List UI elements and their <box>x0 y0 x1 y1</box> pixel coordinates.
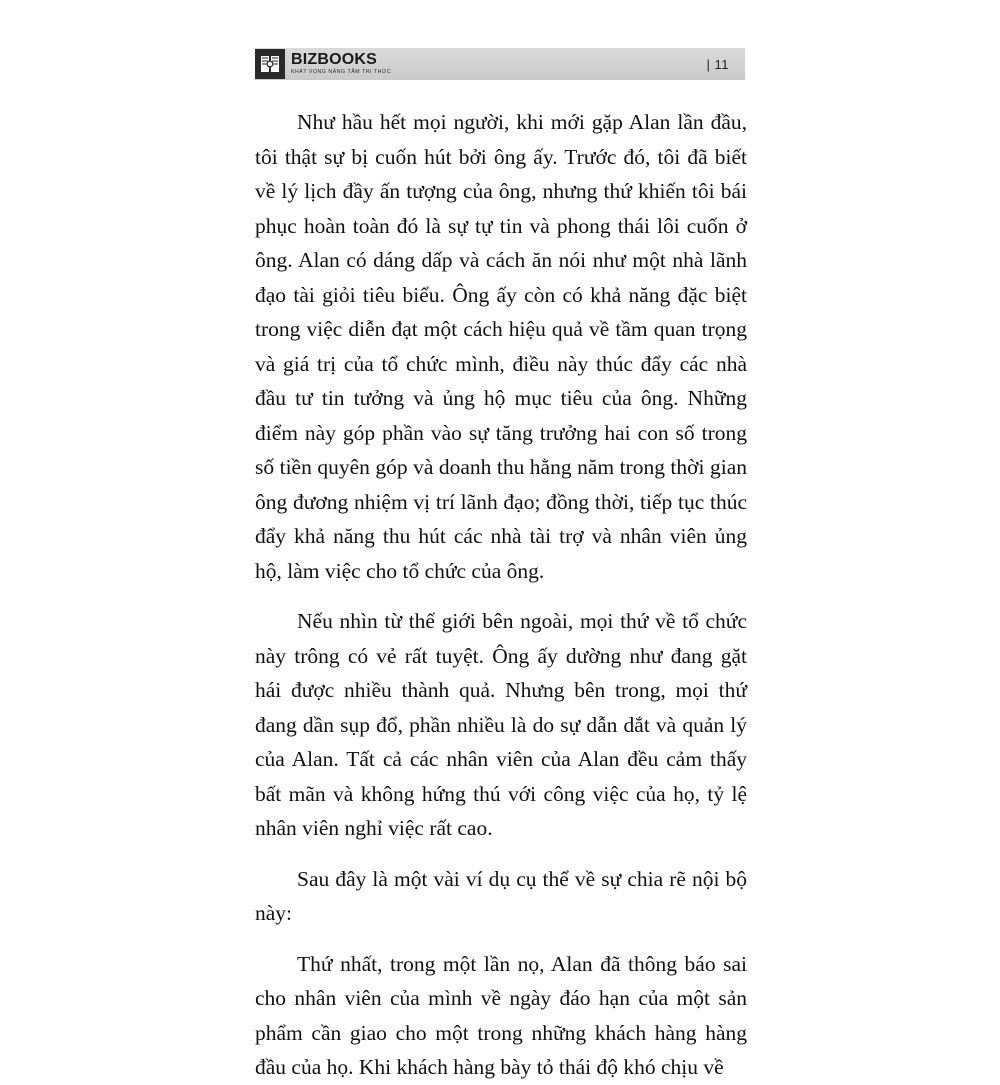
page-header <box>255 48 745 80</box>
paragraph: Như hầu hết mọi người, khi mới gặp Alan lần đầu, tôi thật sự bị cuốn hút bởi ông ấy. Trước đó, tôi đã biết về lý lịch đầy ấn tượng của ông, nhưng thứ khiến tôi bái phục hoàn toàn đó là sự tự tin và phong thái lôi cuốn ở ông. Alan có dáng dấp và cách ăn nói như một nhà lãnh đạo tài giỏi tiêu biểu. Ông ấy còn có khả năng đặc biệt trong việc diễn đạt một cách hiệu quả về tầm quan trọng và giá trị của tổ chức mình, điều này thúc đẩy các nhà đầu tư tin tưởng và ủng hộ mục tiêu của ông. Những điểm này góp phần vào sự tăng trưởng hai con số trong số tiền quyên góp và doanh thu hằng năm trong thời gian ông đương nhiệm vị trí lãnh đạo; đồng thời, tiếp tục thúc đẩy khả năng thu hút các nhà tài trợ và nhân viên ủng hộ, làm việc cho tổ chức của ông. <box>255 110 747 583</box>
page-body <box>255 105 747 1085</box>
brand-text <box>291 52 391 75</box>
brand <box>255 48 391 80</box>
brand-tagline: KHÁT VỌNG NÂNG TẦM TRI THỨC <box>291 69 392 76</box>
brand-name: BIZBOOKS <box>291 51 378 69</box>
page-number: | 11 <box>706 56 729 72</box>
paragraph: Sau đây là một vài ví dụ cụ thể về sự chia rẽ nội bộ này: <box>255 866 747 925</box>
book-logo-icon <box>255 49 285 79</box>
paragraph: Nếu nhìn từ thế giới bên ngoài, mọi thứ về tổ chức này trông có vẻ rất tuyệt. Ông ấy dường như đang gặt hái được nhiều thành quả. Nhưng bên trong, mọi thứ đang dần sụp đổ, phần nhiều là do sự dẫn dắt và quản lý của Alan. Tất cả các nhân viên của Alan đều cảm thấy bất mãn và không hứng thú với công việc của họ, tỷ lệ nhân viên nghỉ việc rất cao. <box>255 609 747 840</box>
paragraph: Thứ nhất, trong một lần nọ, Alan đã thông báo sai cho nhân viên của mình về ngày đáo hạn của một sản phẩm cần giao cho một trong những khách hàng hàng đầu của họ. Khi khách hàng bày tỏ thái độ khó chịu về <box>255 951 747 1079</box>
